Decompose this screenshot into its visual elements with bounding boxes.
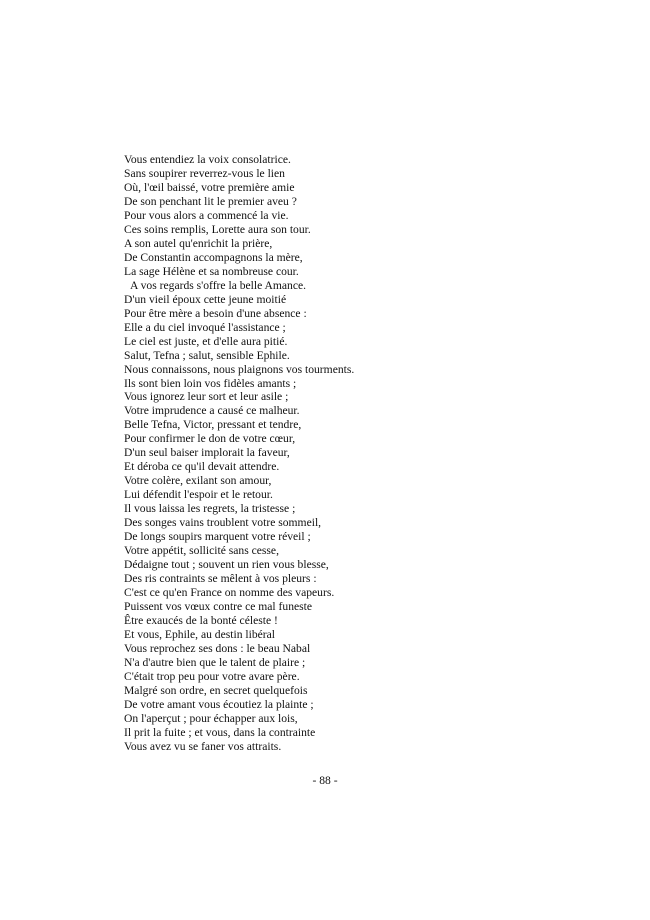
poem-line: Pour vous alors a commencé la vie. — [124, 208, 289, 222]
poem-line: Ces soins remplis, Lorette aura son tour. — [124, 222, 311, 236]
poem-line: Il vous laissa les regrets, la tristesse ; — [124, 502, 296, 516]
poem-line: Où, l'œil baissé, votre première amie — [124, 180, 295, 194]
poem-line: Elle a du ciel invoqué l'assistance ; — [124, 320, 286, 334]
poem-line: A vos regards s'offre la belle Amance. — [130, 278, 307, 292]
poem-line: Pour confirmer le don de votre cœur, — [124, 432, 296, 446]
poem-line: Puissent vos vœux contre ce mal funeste — [124, 600, 313, 613]
poem-line: Vous reprochez ses dons : le beau Nabal — [124, 641, 311, 655]
poem-line: Et déroba ce qu'il devait attendre. — [124, 460, 280, 474]
poem-line: Votre colère, exilant son amour, — [124, 474, 272, 488]
poem-line: Le ciel est juste, et d'elle aura pitié. — [124, 334, 288, 348]
poem-line: Vous avez vu se faner vos attraits. — [124, 739, 282, 753]
poem-line: Vous entendiez la voix consolatrice. — [124, 153, 291, 166]
poem-line: De longs soupirs marquent votre réveil ; — [124, 530, 311, 544]
poem-line: Dédaigne tout ; souvent un rien vous blesse, — [124, 558, 329, 572]
poem-line: Pour être mère a besoin d'une absence : — [124, 306, 307, 320]
poem-line: Des ris contraints se mêlent à vos pleurs : — [124, 572, 317, 586]
poem-line: Malgré son ordre, en secret quelquefois — [124, 683, 308, 697]
poem-line: D'un seul baiser implorait la faveur, — [124, 446, 290, 460]
poem-line: Ils sont bien loin vos fidèles amants ; — [124, 376, 297, 390]
poem-line: La sage Hélène et sa nombreuse cour. — [124, 264, 299, 278]
poem-line: C'était trop peu pour votre avare père. — [124, 669, 300, 683]
poem-line: Il prit la fuite ; et vous, dans la contrainte — [124, 725, 316, 739]
poem-line: Vous ignorez leur sort et leur asile ; — [124, 390, 289, 404]
poem-line: A son autel qu'enrichit la prière, — [124, 236, 273, 250]
poem-line: Belle Tefna, Victor, pressant et tendre, — [124, 418, 302, 432]
poem-line: Votre appétit, sollicité sans cesse, — [124, 544, 279, 558]
poem-line: Des songes vains troublent votre sommeil, — [124, 516, 322, 530]
poem-line: De Constantin accompagnons la mère, — [124, 250, 303, 264]
poem-line: Votre imprudence a causé ce malheur. — [124, 404, 300, 418]
poem-line: Lui défendit l'espoir et le retour. — [124, 488, 273, 502]
poem-line: Et vous, Ephile, au destin libéral — [124, 627, 276, 641]
poem-line: C'est ce qu'en France on nomme des vapeurs. — [124, 586, 335, 600]
poem-line: D'un vieil époux cette jeune moitié — [124, 292, 287, 306]
poem-line: On l'aperçut ; pour échapper aux lois, — [124, 711, 298, 725]
poem-line: De son penchant lit le premier aveu ? — [124, 194, 297, 208]
poem-line: Salut, Tefna ; salut, sensible Ephile. — [124, 348, 290, 362]
page-number: - 88 - — [312, 774, 338, 787]
poem-line: De votre amant vous écoutiez la plainte ; — [124, 697, 314, 711]
poem-line: Nous connaissons, nous plaignons vos tourments. — [124, 362, 355, 376]
poem-line: N'a d'autre bien que le talent de plaire ; — [124, 655, 306, 669]
poem-line: Sans soupirer reverrez-vous le lien — [124, 166, 285, 180]
poem-line: Être exaucés de la bonté céleste ! — [124, 613, 278, 627]
poem-text — [124, 153, 544, 754]
